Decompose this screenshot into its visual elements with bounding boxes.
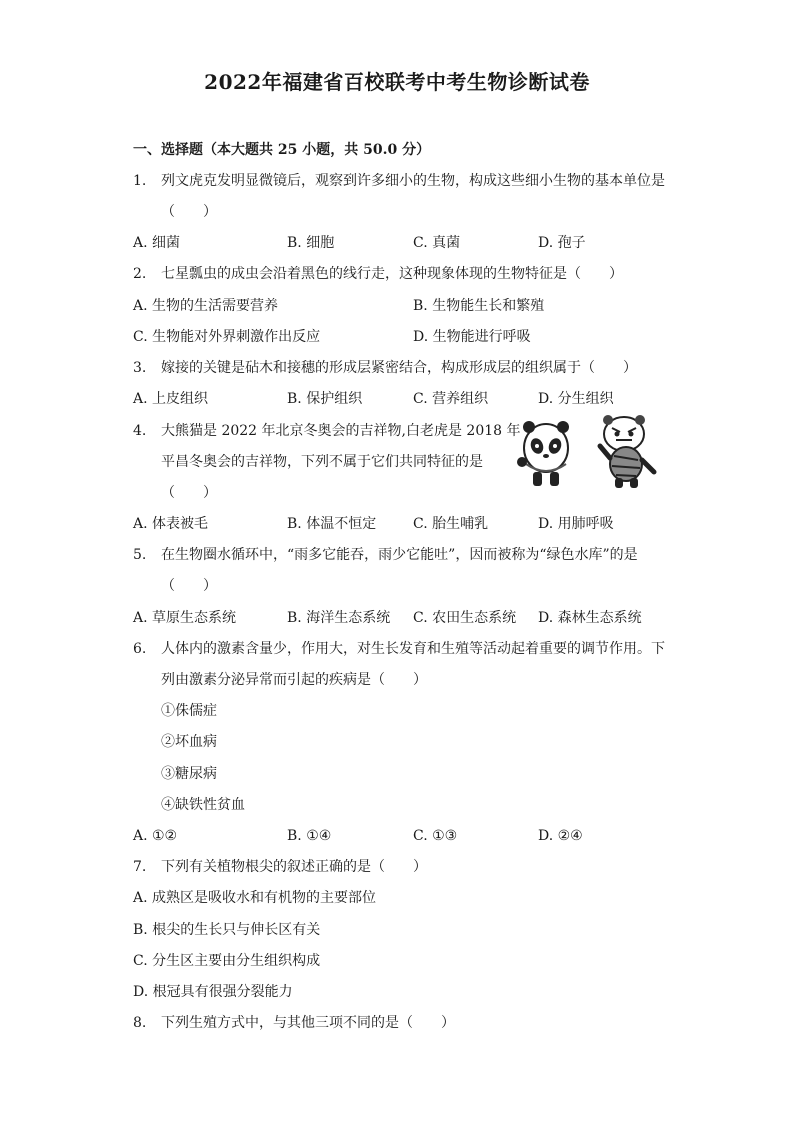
question-text: 大熊猫是 2022 年北京冬奥会的吉祥物,白老虎是 2018 年	[161, 423, 521, 439]
option-d: D. 用肺呼吸	[538, 516, 614, 532]
question-number: 4.	[133, 423, 147, 439]
option-b: B. 保护组织	[287, 391, 363, 407]
question-number: 2.	[133, 266, 147, 282]
question-number: 6.	[133, 641, 147, 657]
answer-blank: （ ）	[161, 204, 217, 220]
list-item: ①侏儒症	[161, 703, 217, 719]
question-text: 下列生殖方式中，与其他三项不同的是（ ）	[161, 1015, 455, 1031]
option-c: C. ①③	[413, 828, 458, 844]
option-b: B. 生物能生长和繁殖	[413, 298, 545, 314]
question-text: 嫁接的关键是砧木和接穗的形成层紧密结合，构成形成层的组织属于（ ）	[161, 360, 637, 376]
option-a: A. 体表被毛	[133, 516, 209, 532]
option-c: C. 农田生态系统	[413, 610, 517, 626]
list-item: ③糖尿病	[161, 766, 217, 782]
tiger-mascot-icon	[600, 415, 654, 488]
question-text: 列文虎克发明显微镜后，观察到许多细小的生物，构成这些细小生物的基本单位是	[161, 173, 665, 189]
question-text: 下列有关植物根尖的叙述正确的是（ ）	[161, 859, 427, 875]
list-item: ②坏血病	[161, 734, 217, 750]
option-a: A. 上皮组织	[133, 391, 209, 407]
question-number: 8.	[133, 1015, 147, 1031]
page-title: 2022年福建省百校联考中考生物诊断试卷	[204, 70, 590, 94]
list-item: ④缺铁性贫血	[161, 797, 245, 813]
option-c: C. 分生区主要由分生组织构成	[133, 953, 321, 969]
option-d: D. 孢子	[538, 235, 586, 251]
answer-blank: （ ）	[161, 485, 217, 501]
question-text: 在生物圈水循环中，“雨多它能吞，雨少它能吐”，因而被称为“绿色水库”的是	[161, 547, 638, 563]
question-text: 七星瓢虫的成虫会沿着黑色的线行走，这种现象体现的生物特征是（ ）	[161, 266, 623, 282]
option-d: D. 森林生态系统	[538, 610, 642, 626]
option-a: A. 成熟区是吸收水和有机物的主要部位	[133, 890, 377, 906]
option-c: C. 生物能对外界刺激作出反应	[133, 329, 321, 345]
option-d: D. 生物能进行呼吸	[413, 329, 531, 345]
option-c: C. 胎生哺乳	[413, 516, 489, 532]
option-c: C. 真菌	[413, 235, 461, 251]
question-number: 7.	[133, 859, 147, 875]
question-number: 5.	[133, 547, 147, 563]
option-d: D. ②④	[538, 828, 583, 844]
question-text: 平昌冬奥会的吉祥物，下列不属于它们共同特征的是	[161, 454, 483, 470]
option-d: D. 根冠具有很强分裂能力	[133, 984, 293, 1000]
option-a: A. 生物的生活需要营养	[133, 298, 279, 314]
option-b: B. 海洋生态系统	[287, 610, 391, 626]
question-text: 列由激素分泌异常而引起的疾病是（ ）	[161, 672, 427, 688]
option-b: B. 体温不恒定	[287, 516, 377, 532]
option-b: B. ①④	[287, 828, 332, 844]
option-c: C. 营养组织	[413, 391, 489, 407]
option-a: A. 草原生态系统	[133, 610, 237, 626]
option-a: A. ①②	[133, 828, 178, 844]
option-b: B. 细胞	[287, 235, 335, 251]
option-b: B. 根尖的生长只与伸长区有关	[133, 922, 321, 938]
question-text: 人体内的激素含量少，作用大，对生长发育和生殖等活动起着重要的调节作用。下	[161, 641, 665, 657]
section-heading: 一、选择题（本大题共 25 小题，共 50.0 分）	[133, 142, 431, 158]
panda-mascot-icon	[517, 421, 569, 486]
question-number: 1.	[133, 173, 147, 189]
question-number: 3.	[133, 360, 147, 376]
option-d: D. 分生组织	[538, 391, 614, 407]
mascot-illustration	[516, 412, 664, 490]
answer-blank: （ ）	[161, 578, 217, 594]
option-a: A. 细菌	[133, 235, 181, 251]
